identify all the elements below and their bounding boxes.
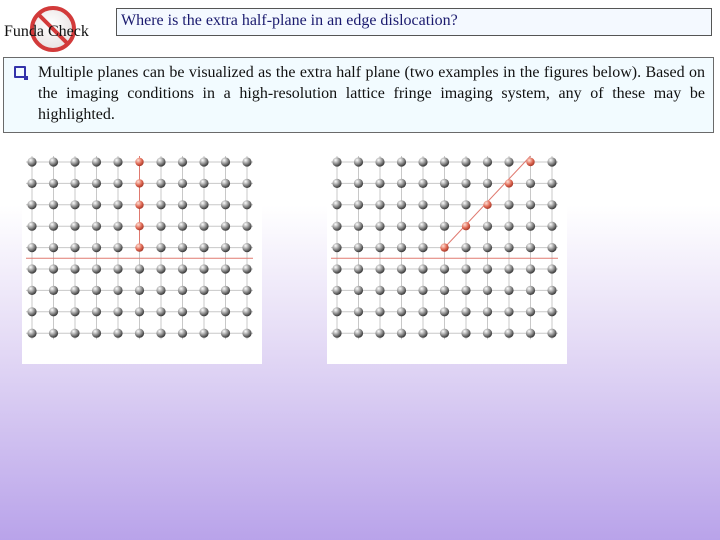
lattice-atom — [332, 179, 341, 188]
lattice-atom — [70, 286, 79, 295]
lattice-atom — [199, 286, 208, 295]
lattice-atom — [526, 243, 535, 252]
lattice-atom — [354, 243, 363, 252]
lattice-atom — [526, 264, 535, 273]
lattice-atom — [354, 329, 363, 338]
lattice-atom — [504, 264, 513, 273]
lattice-atom — [354, 264, 363, 273]
lattice-atom — [113, 264, 122, 273]
lattice-atom — [178, 286, 187, 295]
lattice-atom — [178, 307, 187, 316]
lattice-atom — [397, 179, 406, 188]
lattice-atom — [135, 307, 144, 316]
highlighted-atom — [135, 179, 143, 187]
lattice-atom — [199, 179, 208, 188]
lattice-atom — [49, 264, 58, 273]
lattice-atom — [156, 222, 165, 231]
lattice-atom — [92, 222, 101, 231]
lattice-atom — [92, 200, 101, 209]
lattice-atom — [49, 307, 58, 316]
lattice-atom — [199, 307, 208, 316]
highlighted-atom — [135, 243, 143, 251]
lattice-atom — [70, 329, 79, 338]
lattice-atom — [397, 307, 406, 316]
lattice-atom — [526, 200, 535, 209]
lattice-atom — [199, 157, 208, 166]
lattice-atom — [483, 243, 492, 252]
lattice-atom — [113, 222, 122, 231]
lattice-atom — [178, 222, 187, 231]
lattice-atom — [92, 307, 101, 316]
lattice-atom — [440, 264, 449, 273]
lattice-atom — [135, 286, 144, 295]
lattice-atom — [547, 286, 556, 295]
funda-check-label: Funda Check — [4, 23, 89, 40]
highlighted-atom — [526, 158, 534, 166]
highlighted-atom — [462, 222, 470, 230]
lattice-atom — [27, 200, 36, 209]
lattice-atom — [354, 222, 363, 231]
lattice-atom — [332, 286, 341, 295]
lattice-atom — [461, 329, 470, 338]
lattice-atom — [483, 329, 492, 338]
lattice-atom — [242, 179, 251, 188]
lattice-atom — [113, 179, 122, 188]
lattice-atom — [221, 179, 230, 188]
lattice-atom — [461, 157, 470, 166]
lattice-atom — [504, 200, 513, 209]
lattice-atom — [461, 179, 470, 188]
lattice-atom — [418, 329, 427, 338]
lattice-atom — [547, 200, 556, 209]
lattice-atom — [221, 307, 230, 316]
lattice-atom — [113, 243, 122, 252]
lattice-atom — [440, 329, 449, 338]
lattice-atom — [92, 329, 101, 338]
lattice-atom — [418, 222, 427, 231]
lattice-atom — [242, 286, 251, 295]
lattice-atom — [221, 157, 230, 166]
lattice-atom — [92, 286, 101, 295]
lattice-atom — [27, 264, 36, 273]
lattice-atom — [547, 157, 556, 166]
lattice-atom — [332, 222, 341, 231]
lattice-atom — [397, 286, 406, 295]
lattice-atom — [156, 307, 165, 316]
lattice-atom — [221, 222, 230, 231]
lattice-atom — [92, 157, 101, 166]
lattice-atom — [418, 264, 427, 273]
lattice-atom — [156, 264, 165, 273]
lattice-atom — [504, 243, 513, 252]
lattice-atom — [221, 243, 230, 252]
lattice-atom — [70, 264, 79, 273]
info-text: Multiple planes can be visualized as the extra half plane (two examples in the figures below). Based on the imaging conditions in a high-resolution lattice fringe imaging system, any of these may be highlighted. — [38, 64, 705, 123]
lattice-atom — [49, 329, 58, 338]
lattice-atom — [221, 264, 230, 273]
lattice-atom — [483, 157, 492, 166]
lattice-atom — [354, 307, 363, 316]
lattice-atom — [526, 222, 535, 231]
lattice-atom — [27, 222, 36, 231]
lattice-atom — [504, 329, 513, 338]
lattice-atom — [332, 243, 341, 252]
lattice-atom — [49, 157, 58, 166]
lattice-atom — [178, 264, 187, 273]
lattice-atom — [547, 329, 556, 338]
lattice-atom — [375, 264, 384, 273]
lattice-atom — [504, 286, 513, 295]
funda-check-badge — [0, 4, 112, 56]
lattice-atom — [156, 179, 165, 188]
lattice-atom — [156, 200, 165, 209]
lattice-atom — [332, 157, 341, 166]
lattice-atom — [242, 157, 251, 166]
lattice-atom — [526, 307, 535, 316]
lattice-atom — [440, 222, 449, 231]
lattice-atom — [27, 157, 36, 166]
lattice-atom — [70, 157, 79, 166]
lattice-atom — [242, 222, 251, 231]
lattice-atom — [49, 243, 58, 252]
lattice-atom — [92, 179, 101, 188]
lattice-atom — [156, 329, 165, 338]
lattice-atom — [332, 200, 341, 209]
lattice-atom — [440, 286, 449, 295]
lattice-atom — [113, 329, 122, 338]
lattice-atom — [375, 243, 384, 252]
lattice-atom — [178, 243, 187, 252]
lattice-atom — [440, 179, 449, 188]
lattice-atom — [242, 200, 251, 209]
lattice-atom — [70, 200, 79, 209]
lattice-atom — [113, 286, 122, 295]
lattice-atom — [156, 243, 165, 252]
lattice-figure-diagonal — [327, 154, 567, 364]
lattice-atom — [526, 286, 535, 295]
lattice-atom — [178, 329, 187, 338]
lattice-atom — [27, 286, 36, 295]
lattice-atom — [242, 243, 251, 252]
lattice-atom — [375, 200, 384, 209]
highlighted-atom — [505, 179, 513, 187]
lattice-atom — [397, 243, 406, 252]
lattice-atom — [461, 200, 470, 209]
lattice-atom — [113, 307, 122, 316]
lattice-atom — [397, 329, 406, 338]
lattice-atom — [461, 243, 470, 252]
lattice-atom — [27, 179, 36, 188]
lattice-atom — [92, 243, 101, 252]
question-text: Where is the extra half-plane in an edge dislocation? — [121, 12, 458, 29]
lattice-atom — [135, 264, 144, 273]
lattice-atom — [461, 286, 470, 295]
lattice-atom — [504, 307, 513, 316]
lattice-atom — [49, 222, 58, 231]
lattice-atom — [375, 222, 384, 231]
lattice-atom — [483, 179, 492, 188]
lattice-atom — [113, 200, 122, 209]
highlighted-atom — [483, 201, 491, 209]
lattice-atom — [27, 329, 36, 338]
lattice-atom — [70, 243, 79, 252]
lattice-atom — [504, 222, 513, 231]
lattice-atom — [440, 307, 449, 316]
lattice-atom — [199, 329, 208, 338]
lattice-atom — [547, 307, 556, 316]
lattice-atom — [375, 286, 384, 295]
lattice-atom — [483, 264, 492, 273]
lattice-atom — [418, 307, 427, 316]
lattice-atom — [70, 179, 79, 188]
lattice-atom — [49, 179, 58, 188]
lattice-atom — [221, 329, 230, 338]
lattice-atom — [354, 157, 363, 166]
lattice-atom — [178, 200, 187, 209]
lattice-atom — [483, 286, 492, 295]
highlighted-atom — [440, 243, 448, 251]
lattice-atom — [526, 329, 535, 338]
lattice-atom — [547, 222, 556, 231]
lattice-atom — [242, 264, 251, 273]
lattice-atom — [526, 179, 535, 188]
highlighted-atom — [135, 158, 143, 166]
lattice-atom — [547, 243, 556, 252]
lattice-atom — [354, 179, 363, 188]
lattice-atom — [397, 222, 406, 231]
lattice-atom — [113, 157, 122, 166]
lattice-atom — [199, 222, 208, 231]
lattice-atom — [397, 157, 406, 166]
lattice-atom — [397, 264, 406, 273]
lattice-atom — [375, 329, 384, 338]
lattice-atom — [461, 264, 470, 273]
lattice-atom — [178, 179, 187, 188]
lattice-atom — [375, 307, 384, 316]
lattice-atom — [199, 243, 208, 252]
lattice-atom — [354, 200, 363, 209]
info-box — [3, 57, 714, 133]
lattice-atom — [418, 286, 427, 295]
lattice-atom — [156, 286, 165, 295]
lattice-atom — [199, 264, 208, 273]
lattice-atom — [70, 222, 79, 231]
lattice-atom — [332, 329, 341, 338]
lattice-atom — [440, 200, 449, 209]
lattice-atom — [483, 307, 492, 316]
lattice-atom — [354, 286, 363, 295]
lattice-atom — [483, 222, 492, 231]
lattice-atom — [547, 264, 556, 273]
lattice-atom — [375, 179, 384, 188]
question-box — [116, 8, 712, 36]
lattice-figure-vertical — [22, 154, 262, 364]
lattice-atom — [418, 243, 427, 252]
lattice-atom — [242, 307, 251, 316]
lattice-atom — [178, 157, 187, 166]
lattice-atom — [49, 200, 58, 209]
hollow-square-bullet-icon — [14, 66, 26, 78]
highlighted-atom — [135, 222, 143, 230]
lattice-atom — [221, 200, 230, 209]
lattice-atom — [49, 286, 58, 295]
lattice-atom — [418, 179, 427, 188]
lattice-atom — [242, 329, 251, 338]
lattice-atom — [418, 157, 427, 166]
highlighted-atom — [135, 201, 143, 209]
lattice-atom — [135, 329, 144, 338]
lattice-atom — [221, 286, 230, 295]
lattice-atom — [375, 157, 384, 166]
lattice-atom — [27, 243, 36, 252]
lattice-atom — [332, 307, 341, 316]
lattice-atom — [440, 157, 449, 166]
lattice-atom — [461, 307, 470, 316]
lattice-atom — [92, 264, 101, 273]
lattice-atom — [70, 307, 79, 316]
lattice-atom — [199, 200, 208, 209]
lattice-atom — [156, 157, 165, 166]
lattice-atom — [332, 264, 341, 273]
lattice-atom — [418, 200, 427, 209]
lattice-atom — [547, 179, 556, 188]
lattice-atom — [504, 157, 513, 166]
lattice-atom — [27, 307, 36, 316]
lattice-atom — [397, 200, 406, 209]
